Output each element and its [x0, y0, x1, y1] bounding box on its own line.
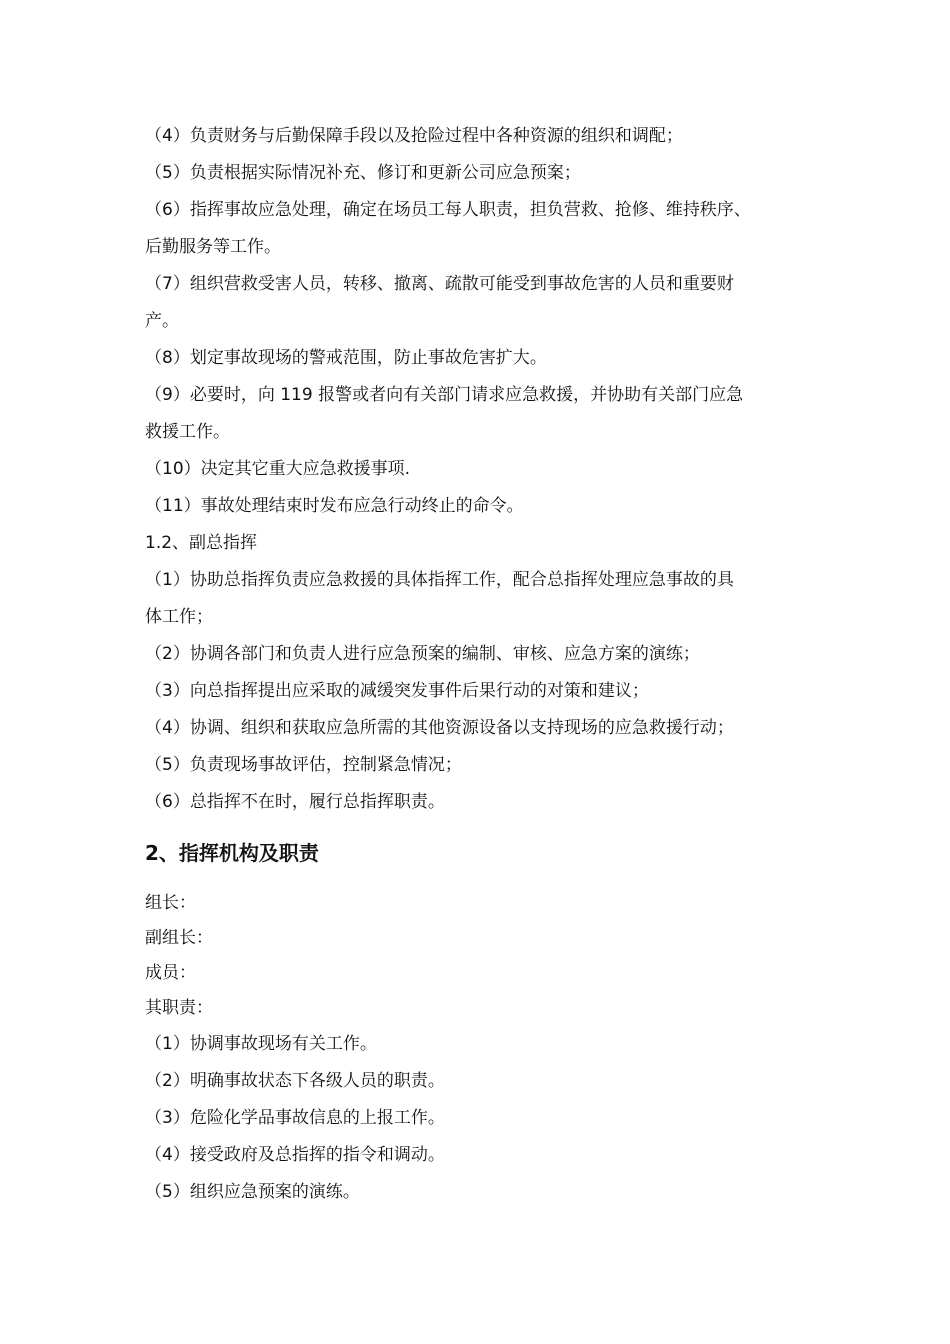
list-item: （4）接受政府及总指挥的指令和调动。 — [145, 1145, 445, 1165]
list-item: （4）协调、组织和获取应急所需的其他资源设备以支持现场的应急救援行动； — [145, 718, 734, 738]
list-item: （5）组织应急预案的演练。 — [145, 1182, 360, 1202]
list-item: （11）事故处理结束时发布应急行动终止的命令。 — [145, 496, 524, 516]
list-item: （5）负责根据实际情况补充、修订和更新公司应急预案； — [145, 163, 581, 183]
list-item-continuation: 体工作； — [145, 607, 213, 627]
list-item: （7）组织营救受害人员，转移、撤离、疏散可能受到事故危害的人员和重要财 — [145, 274, 734, 294]
list-item: （1）协助总指挥负责应急救援的具体指挥工作，配合总指挥处理应急事故的具 — [145, 570, 734, 590]
subheading-deputy-commander: 1.2、副总指挥 — [145, 533, 258, 553]
list-item-continuation: 产。 — [145, 311, 179, 331]
role-leader-label: 组长： — [145, 893, 196, 913]
list-item: （5）负责现场事故评估，控制紧急情况； — [145, 755, 462, 775]
list-item: （10）决定其它重大应急救援事项. — [145, 459, 411, 479]
role-members-label: 成员： — [145, 963, 196, 983]
list-item: （9）必要时，向 119 报警或者向有关部门请求应急救援，并协助有关部门应急 — [145, 385, 744, 405]
list-item: （4）负责财务与后勤保障手段以及抢险过程中各种资源的组织和调配； — [145, 126, 683, 146]
document-body — [145, 118, 825, 1211]
list-item: （3）向总指挥提出应采取的减缓突发事件后果行动的对策和建议； — [145, 681, 649, 701]
list-item: （8）划定事故现场的警戒范围，防止事故危害扩大。 — [145, 348, 547, 368]
responsibilities-label: 其职责： — [145, 998, 213, 1018]
section-heading-command-structure: 2、指挥机构及职责 — [145, 841, 319, 865]
role-deputy-leader-label: 副组长： — [145, 928, 213, 948]
list-item: （3）危险化学品事故信息的上报工作。 — [145, 1108, 445, 1128]
list-item-continuation: 救援工作。 — [145, 422, 230, 442]
list-item: （2）协调各部门和负责人进行应急预案的编制、审核、应急方案的演练； — [145, 644, 700, 664]
list-item-continuation: 后勤服务等工作。 — [145, 237, 281, 257]
list-item: （6）指挥事故应急处理，确定在场员工每人职责，担负营救、抢修、维持秩序、 — [145, 200, 751, 220]
list-item: （6）总指挥不在时，履行总指挥职责。 — [145, 792, 445, 812]
list-item: （2）明确事故状态下各级人员的职责。 — [145, 1071, 445, 1091]
list-item: （1）协调事故现场有关工作。 — [145, 1034, 377, 1054]
